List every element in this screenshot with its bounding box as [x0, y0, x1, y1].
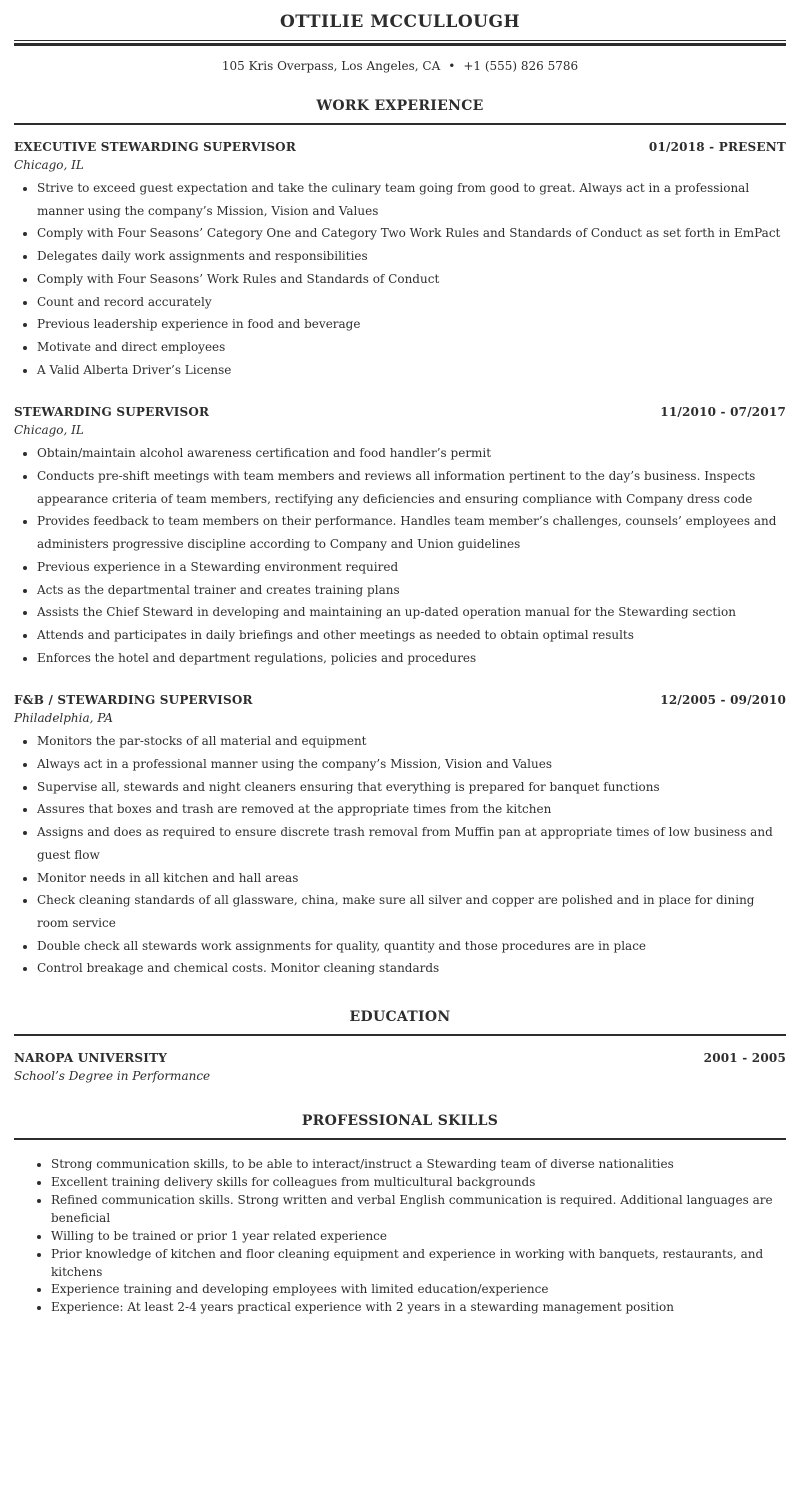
job-title: EXECUTIVE STEWARDING SUPERVISOR: [14, 140, 297, 154]
bullet-item: • Previous leadership experience in food and beverage: [37, 313, 786, 336]
bullet-item: • Motivate and direct employees: [37, 336, 786, 359]
skills-list: [14, 1156, 786, 1317]
job-header: [14, 404, 786, 420]
job-title: STEWARDING SUPERVISOR: [14, 405, 210, 420]
job-bullets: [14, 730, 786, 980]
resume-page: [14, 0, 786, 1317]
bullet-item: • Obtain/maintain alcohol awareness certification and food handler’s permit: [37, 442, 786, 465]
job-entry: [14, 692, 786, 980]
section-rule: [14, 123, 786, 125]
school-name: NAROPA UNIVERSITY: [14, 1051, 167, 1066]
bullet-item: • Strive to exceed guest expectation and take the culinary team going from good to great. Always act in a professional manner using the company’s Mission, Vision and Values: [37, 177, 786, 222]
bullet-item: • Comply with Four Seasons’ Work Rules and Standards of Conduct: [37, 268, 786, 291]
job-header: [14, 692, 786, 708]
job-bullets: [14, 177, 786, 381]
contact-separator: •: [448, 59, 456, 73]
skill-item: • Refined communication skills. Strong written and verbal English communication is required. Additional languages are beneficial: [51, 1192, 786, 1228]
job-location: Chicago, IL: [14, 423, 84, 438]
section-title-work: WORK EXPERIENCE: [316, 98, 484, 114]
bullet-item: • Assures that boxes and trash are removed at the appropriate times from the kitchen: [37, 798, 786, 821]
bullet-item: • Attends and participates in daily briefings and other meetings as needed to obtain optimal results: [37, 624, 786, 647]
education-header: [14, 1050, 786, 1066]
bullet-item: • Assigns and does as required to ensure discrete trash removal from Muffin pan at appropriate times of low business and guest flow: [37, 821, 786, 866]
education-dates: 2001 - 2005: [703, 1051, 786, 1066]
bullet-item: • Control breakage and chemical costs. Monitor cleaning standards: [37, 957, 786, 980]
bullet-item: • Conducts pre-shift meetings with team members and reviews all information pertinent to the day’s business. Inspects appearance criteria of team members, rectifying any deficiencies and ensuring compliance with Company dress code: [37, 465, 786, 510]
bullet-item: • Monitor needs in all kitchen and hall areas: [37, 867, 786, 890]
candidate-name: OTTILIE MCCULLOUGH: [279, 12, 521, 32]
job-dates: 11/2010 - 07/2017: [660, 405, 786, 420]
skill-item: • Experience: At least 2-4 years practical experience with 2 years in a stewarding management position: [51, 1299, 786, 1317]
section-rule: [14, 1034, 786, 1036]
bullet-item: • Enforces the hotel and department regulations, policies and procedures: [37, 647, 786, 670]
section-title-education: EDUCATION: [349, 1009, 451, 1026]
bullet-item: • Assists the Chief Steward in developing and maintaining an up-dated operation manual for the Stewarding section: [37, 601, 786, 624]
bullet-item: • Check cleaning standards of all glassware, china, make sure all silver and copper are polished and in place for dining room service: [37, 889, 786, 934]
bullet-item: • A Valid Alberta Driver’s License: [37, 359, 786, 382]
section-rule: [14, 1138, 786, 1140]
job-entry: [14, 404, 786, 669]
bullet-item: • Supervise all, stewards and night cleaners ensuring that everything is prepared for banquet functions: [37, 776, 786, 799]
job-bullets: [14, 442, 786, 669]
education-section: [14, 1008, 786, 1084]
skill-item: • Strong communication skills, to be able to interact/instruct a Stewarding team of diverse nationalities: [51, 1156, 786, 1174]
bullet-item: • Comply with Four Seasons’ Category One and Category Two Work Rules and Standards of Conduct as set forth in EmPact: [37, 222, 786, 245]
job-location: Chicago, IL: [14, 158, 84, 172]
education-entry: [14, 1050, 786, 1084]
bullet-item: • Previous experience in a Stewarding environment required: [37, 556, 786, 579]
header-rule-thick: [14, 43, 786, 46]
phone: +1 (555) 826 5786: [463, 59, 579, 73]
bullet-item: • Always act in a professional manner using the company’s Mission, Vision and Values: [37, 753, 786, 776]
bullet-item: • Provides feedback to team members on their performance. Handles team member’s challenges, counsels’ employees and administers progressive discipline according to Company and Union guidelines: [37, 510, 786, 555]
section-title-skills: PROFESSIONAL SKILLS: [301, 1113, 499, 1130]
address: 105 Kris Overpass, Los Angeles, CA: [221, 59, 441, 73]
degree: School’s Degree in Performance: [14, 1069, 211, 1084]
job-dates: 01/2018 - PRESENT: [648, 140, 786, 154]
bullet-item: • Double check all stewards work assignments for quality, quantity and those procedures are in place: [37, 935, 786, 958]
job-dates: 12/2005 - 09/2010: [660, 693, 786, 708]
work-experience-section: [14, 97, 786, 980]
job-location: Philadelphia, PA: [14, 711, 113, 726]
skill-item: • Excellent training delivery skills for colleagues from multicultural backgrounds: [51, 1174, 786, 1192]
skill-item: • Willing to be trained or prior 1 year related experience: [51, 1228, 786, 1246]
bullet-item: • Acts as the departmental trainer and creates training plans: [37, 579, 786, 602]
skill-item: • Prior knowledge of kitchen and floor cleaning equipment and experience in working with banquets, restaurants, and kitchens: [51, 1246, 786, 1282]
job-entry: [14, 139, 786, 381]
bullet-item: • Delegates daily work assignments and responsibilities: [37, 245, 786, 268]
header-rule-thin: [14, 40, 786, 41]
bullet-item: • Monitors the par-stocks of all material and equipment: [37, 730, 786, 753]
bullet-item: • Count and record accurately: [37, 291, 786, 314]
skill-item: • Experience training and developing employees with limited education/experience: [51, 1281, 786, 1299]
contact-line: [14, 58, 786, 74]
job-header: [14, 139, 786, 155]
skills-section: [14, 1112, 786, 1317]
job-title: F&B / STEWARDING SUPERVISOR: [14, 693, 253, 708]
